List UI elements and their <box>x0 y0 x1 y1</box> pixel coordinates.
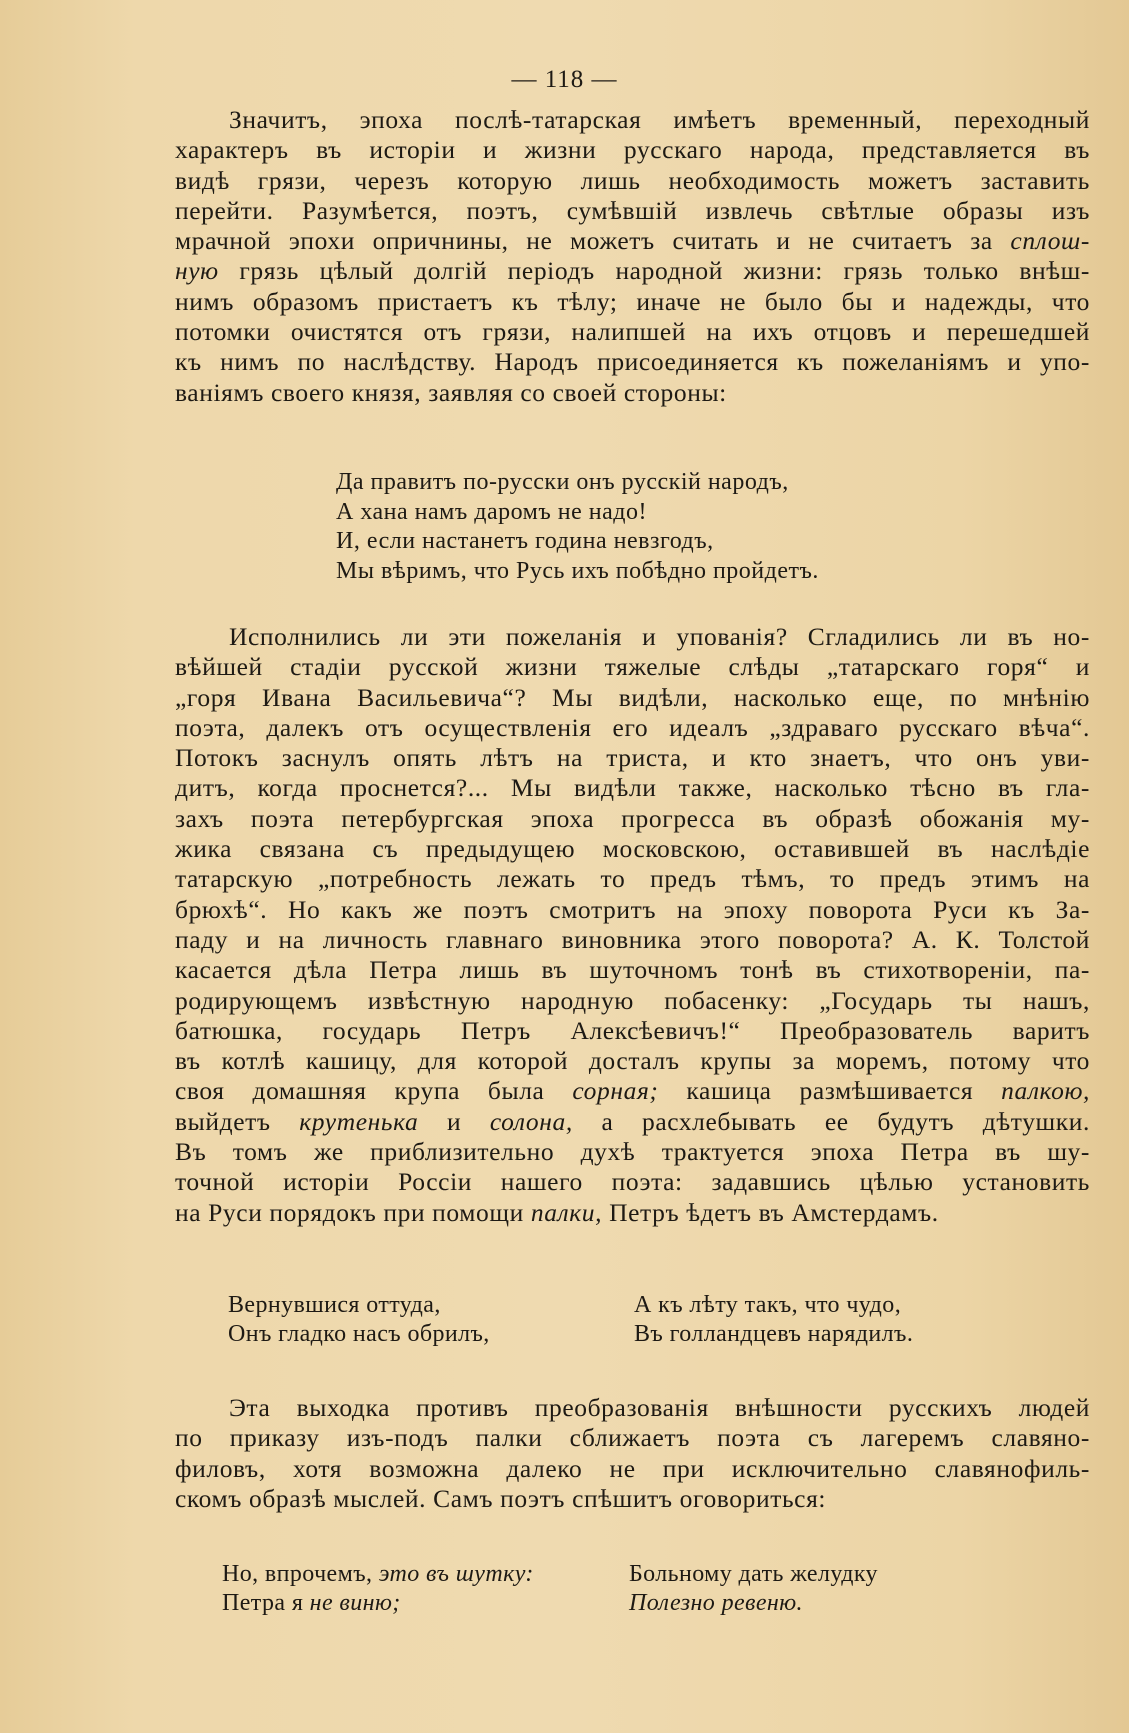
verse-line: Но, впрочемъ, это въ шутку: <box>222 1561 534 1587</box>
text-line: Потокъ заснулъ опять лѣтъ на триста, и кто знаетъ, что онъ уви- <box>175 743 1090 773</box>
text-line: по приказу изъ-подъ палки сближаетъ поэта съ лагеремъ славяно- <box>175 1423 1090 1453</box>
text-line: къ нимъ по наслѣдству. Народъ присоединяется къ пожеланіямъ и упо- <box>175 347 1090 377</box>
text-line: ную грязь цѣлый долгій періодъ народной жизни: грязь только внѣш- <box>175 256 1090 286</box>
text-line: паду и на личность главнаго виновника этого поворота? А. К. Толстой <box>175 924 1090 954</box>
verse-line: Полезно ревеню. <box>629 1590 803 1616</box>
text-line: потомки очистятся отъ грязи, налипшей на ихъ отцовъ и перешедшей <box>175 317 1090 347</box>
text-line: Исполнились ли эти пожеланія и упованія? Сгладились ли въ но- <box>229 622 1090 651</box>
text-line: касается дѣла Петра лишь въ шуточномъ тонѣ въ стихотвореніи, па- <box>175 955 1090 985</box>
text-line: вѣйшей стадіи русской жизни тяжелые слѣды „татарскаго горя“ и <box>175 652 1090 682</box>
text-line: видѣ грязи, черезъ которую лишь необходимость можетъ заставить <box>175 165 1090 195</box>
verse-line: Онъ гладко насъ обрилъ, <box>228 1321 490 1347</box>
text-line: мрачной эпохи опричнины, не можетъ считать и не считаетъ за сплош- <box>175 226 1090 256</box>
text-line: на Руси порядокъ при помощи палки, Петръ ѣдетъ въ Амстердамъ. <box>175 1197 939 1227</box>
text-line: дитъ, когда проснется?... Мы видѣли также, насколько тѣсно въ гла- <box>175 773 1090 803</box>
text-line: жика связана съ предыдущею московскою, оставившей въ наслѣдіе <box>175 834 1090 864</box>
verse-2-right <box>634 1291 913 1349</box>
verse-line: И, если настанетъ година невзгодъ, <box>336 528 714 554</box>
verse-line: Больному дать желудку <box>629 1561 878 1587</box>
text-line: въ котлѣ кашицу, для которой досталъ крупы за моремъ, потому что <box>175 1046 1090 1076</box>
text-line: „горя Ивана Васильевича“? Мы видѣли, насколько еще, по мнѣнію <box>175 682 1090 712</box>
text-line: брюхѣ“. Но какъ же поэтъ смотритъ на эпоху поворота Руси къ За- <box>175 894 1090 924</box>
text-line: Значитъ, эпоха послѣ-татарская имѣетъ временный, переходный <box>229 105 1090 134</box>
page-number: — 118 — <box>511 66 618 93</box>
text-line: Въ томъ же приблизительно духѣ трактуется эпоха Петра въ шу- <box>175 1137 1090 1167</box>
verse-line: Въ голландцевъ нарядилъ. <box>634 1321 914 1347</box>
text-line: своя домашняя крупа была сорная; кашица размѣшивается палкою, <box>175 1076 1091 1106</box>
text-line: характеръ въ исторіи и жизни русскаго народа, представляется въ <box>175 135 1090 165</box>
verse-3 <box>222 1560 1022 1620</box>
text-line: выйдетъ крутенька и солона, а расхлебывать ее будутъ дѣтушки. <box>175 1106 1090 1136</box>
text-line: родирующемъ извѣстную народную побасенку: „Государь ты нашъ, <box>175 985 1090 1015</box>
text-line: батюшка, государь Петръ Алексѣевичъ!“ Преобразователь варитъ <box>175 1015 1090 1045</box>
verse-3-right <box>629 1560 878 1618</box>
text-line: ваніямъ своего князя, заявляя со своей стороны: <box>175 377 727 407</box>
verse-3-left <box>222 1560 534 1618</box>
paragraph-3 <box>175 1393 1090 1514</box>
verse-line: А къ лѣту такъ, что чудо, <box>634 1292 902 1318</box>
verse-2-left <box>228 1291 490 1349</box>
text-line: точной исторіи Россіи нашего поэта: задавшись цѣлью установить <box>175 1167 1090 1197</box>
text-line: поэта, далекъ отъ осуществленія его идеалъ „здраваго русскаго вѣча“. <box>175 712 1090 742</box>
text-line: татарскую „потребность лежать то предъ тѣмъ, то предъ этимъ на <box>175 864 1090 894</box>
text-line: захъ поэта петербургская эпоха прогресса въ образѣ обожанія му- <box>175 803 1090 833</box>
paragraph-1 <box>175 105 1090 408</box>
text-line: филовъ, хотя возможна далеко не при исключительно славянофиль- <box>175 1453 1090 1483</box>
verse-line: Мы вѣримъ, что Русь ихъ побѣдно пройдетъ. <box>336 557 819 584</box>
verse-2 <box>228 1291 1008 1351</box>
text-line: перейти. Разумѣется, поэтъ, сумѣвшій извлечь свѣтлые образы изъ <box>175 195 1090 225</box>
paragraph-2 <box>175 622 1090 1228</box>
text-line: скомъ образѣ мыслей. Самъ поэтъ спѣшитъ оговориться: <box>175 1483 827 1513</box>
verse-line: Вернувшися оттуда, <box>228 1292 441 1318</box>
verse-line: Да правитъ по-русски онъ русскій народъ, <box>336 469 789 495</box>
text-line: Эта выходка противъ преобразованія внѣшности русскихъ людей <box>229 1393 1090 1422</box>
verse-1 <box>336 468 819 586</box>
text-line: нимъ образомъ пристаетъ къ тѣлу; иначе не было бы и надежды, что <box>175 286 1090 316</box>
verse-line: А хана намъ даромъ не надо! <box>336 498 647 525</box>
verse-line: Петра я не виню; <box>222 1590 401 1616</box>
